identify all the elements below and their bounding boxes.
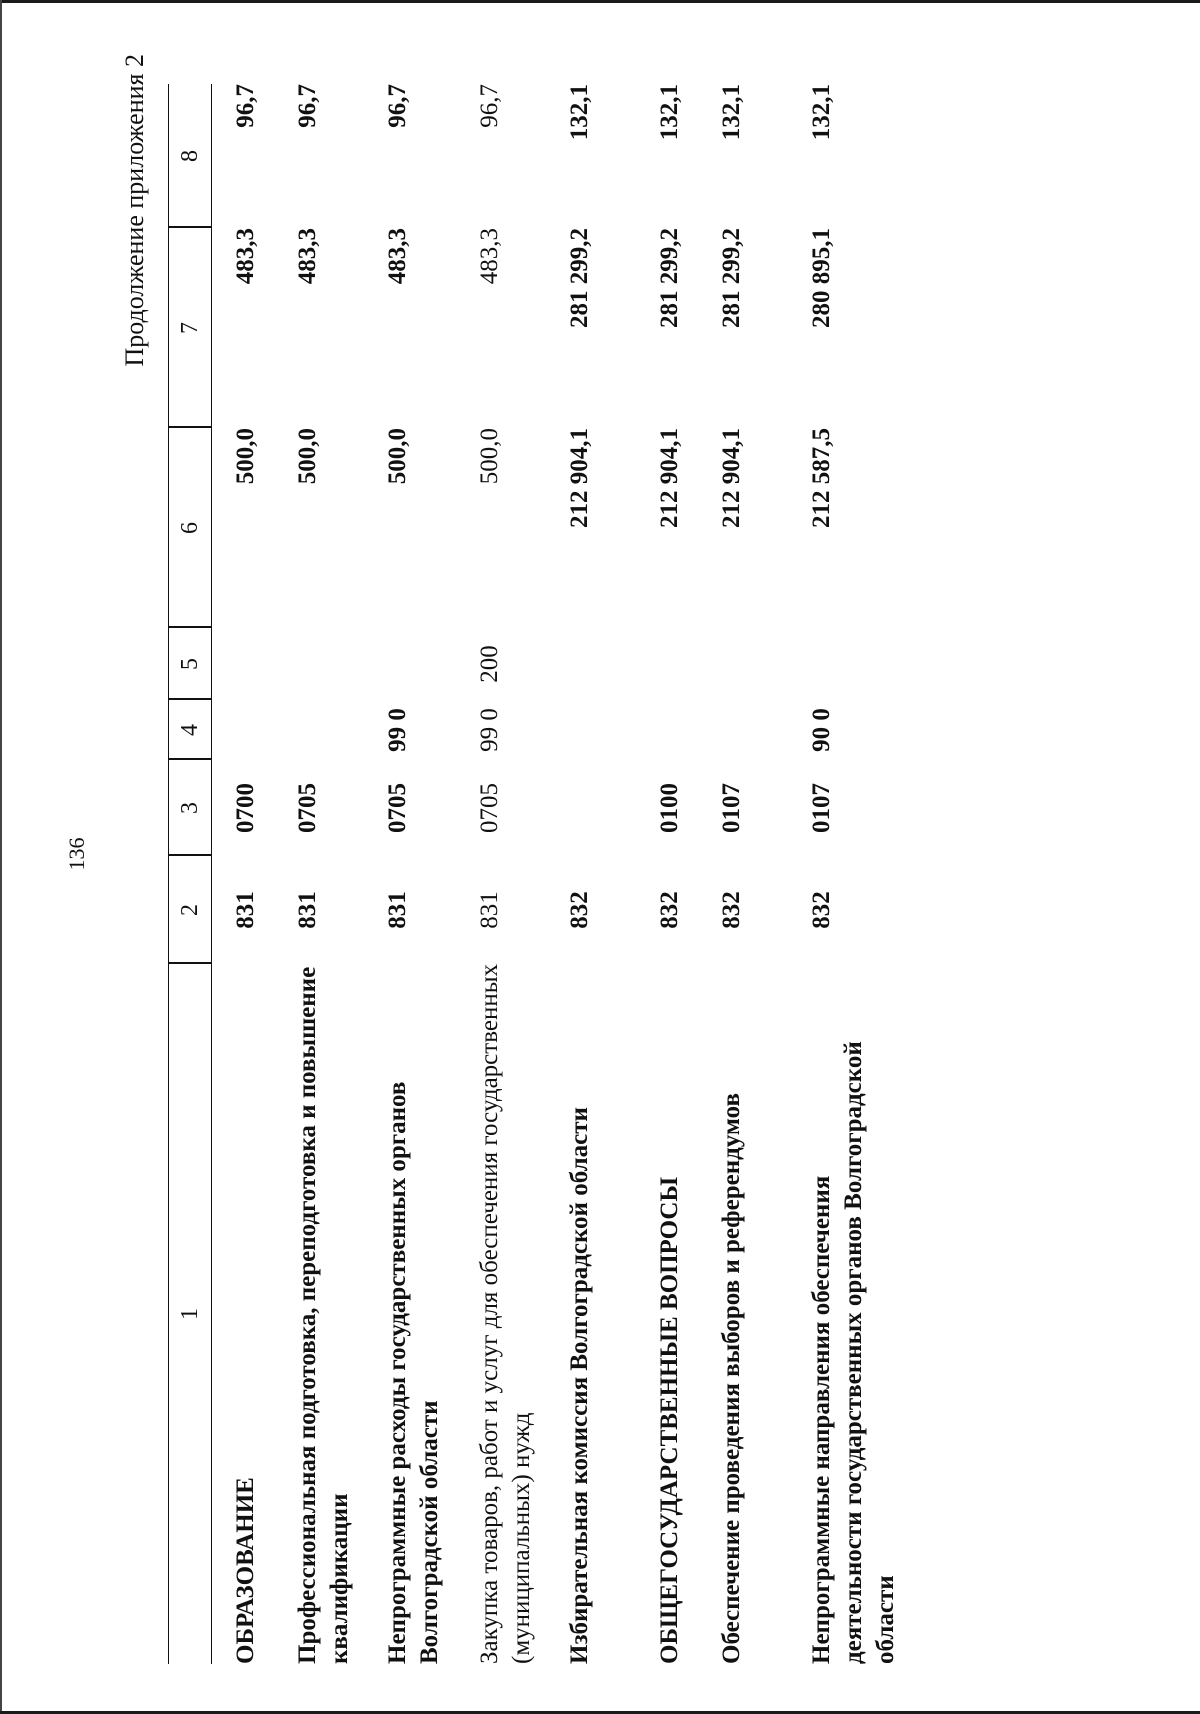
row-code-2: 831 — [294, 891, 321, 929]
row-code-2: 832 — [718, 891, 745, 929]
row-code-3: 0705 — [476, 783, 503, 833]
page-number: 136 — [64, 837, 89, 871]
row-name: Непрограммные расходы государственных органов Волгоградской области — [384, 1081, 443, 1664]
row-value-7: 281 299,2 — [566, 228, 593, 328]
row-value-6: 212 587,5 — [808, 428, 835, 528]
row-name: Обеспечение проведения выборов и референдумов — [718, 1093, 745, 1664]
column-header-1: 1 — [177, 1308, 203, 1320]
column-header-8: 8 — [177, 150, 203, 162]
row-value-8: 96,7 — [232, 84, 259, 128]
row-value-8: 132,1 — [718, 84, 745, 141]
column-header-7: 7 — [177, 322, 203, 334]
row-value-6: 212 904,1 — [656, 428, 683, 528]
row-name: Закупка товаров, работ и услуг для обеспечения государственных (муниципальных) нужд — [476, 963, 535, 1664]
row-value-7: 483,3 — [294, 228, 321, 285]
row-value-8: 96,7 — [476, 84, 503, 128]
continuation-caption: Продолжение приложения 2 — [120, 54, 149, 367]
row-code-3: 0705 — [294, 783, 321, 833]
row-value-8: 132,1 — [656, 84, 683, 141]
row-value-7: 483,3 — [232, 228, 259, 285]
column-header-6: 6 — [177, 522, 203, 534]
row-value-8: 132,1 — [808, 84, 835, 141]
row-value-8: 96,7 — [384, 84, 411, 128]
row-code-4: 99 0 — [476, 708, 503, 752]
row-value-6: 500,0 — [294, 428, 321, 485]
row-value-7: 281 299,2 — [718, 228, 745, 328]
column-header-4: 4 — [177, 724, 203, 736]
row-code-4: 90 0 — [808, 708, 835, 752]
row-value-7: 483,3 — [384, 228, 411, 285]
row-value-6: 500,0 — [232, 428, 259, 485]
row-code-4: 99 0 — [384, 708, 411, 752]
row-value-8: 132,1 — [566, 84, 593, 141]
row-code-5: 200 — [476, 645, 503, 683]
row-code-3: 0700 — [232, 783, 259, 833]
row-name: Непрограммные направления обеспечения деятельности государственных органов Волгоградской области — [808, 1041, 899, 1664]
row-code-2: 831 — [232, 891, 259, 929]
row-code-2: 832 — [656, 891, 683, 929]
row-value-7: 483,3 — [476, 228, 503, 285]
row-code-3: 0107 — [808, 783, 835, 833]
row-value-8: 96,7 — [294, 84, 321, 128]
row-code-2: 832 — [808, 891, 835, 929]
row-value-6: 212 904,1 — [718, 428, 745, 528]
row-value-7: 281 299,2 — [656, 228, 683, 328]
row-name: Профессиональная подготовка, переподготовка и повышение квалификации — [294, 966, 353, 1664]
row-name: Избирательная комиссия Волгоградской области — [566, 1107, 593, 1664]
row-value-7: 280 895,1 — [808, 228, 835, 328]
row-value-6: 500,0 — [476, 428, 503, 485]
row-name: ОБЩЕГОСУДАРСТВЕННЫЕ ВОПРОСЫ — [656, 1177, 683, 1664]
column-header-2: 2 — [177, 904, 203, 916]
table-header-row — [168, 84, 212, 1664]
row-code-2: 831 — [476, 891, 503, 929]
column-header-5: 5 — [177, 658, 203, 670]
row-code-3: 0705 — [384, 783, 411, 833]
row-name: ОБРАЗОВАНИЕ — [232, 1477, 259, 1664]
row-code-3: 0107 — [718, 783, 745, 833]
column-header-3: 3 — [177, 802, 203, 814]
row-value-6: 500,0 — [384, 428, 411, 485]
row-code-2: 832 — [566, 891, 593, 929]
row-code-2: 831 — [384, 891, 411, 929]
row-value-6: 212 904,1 — [566, 428, 593, 528]
row-code-3: 0100 — [656, 783, 683, 833]
